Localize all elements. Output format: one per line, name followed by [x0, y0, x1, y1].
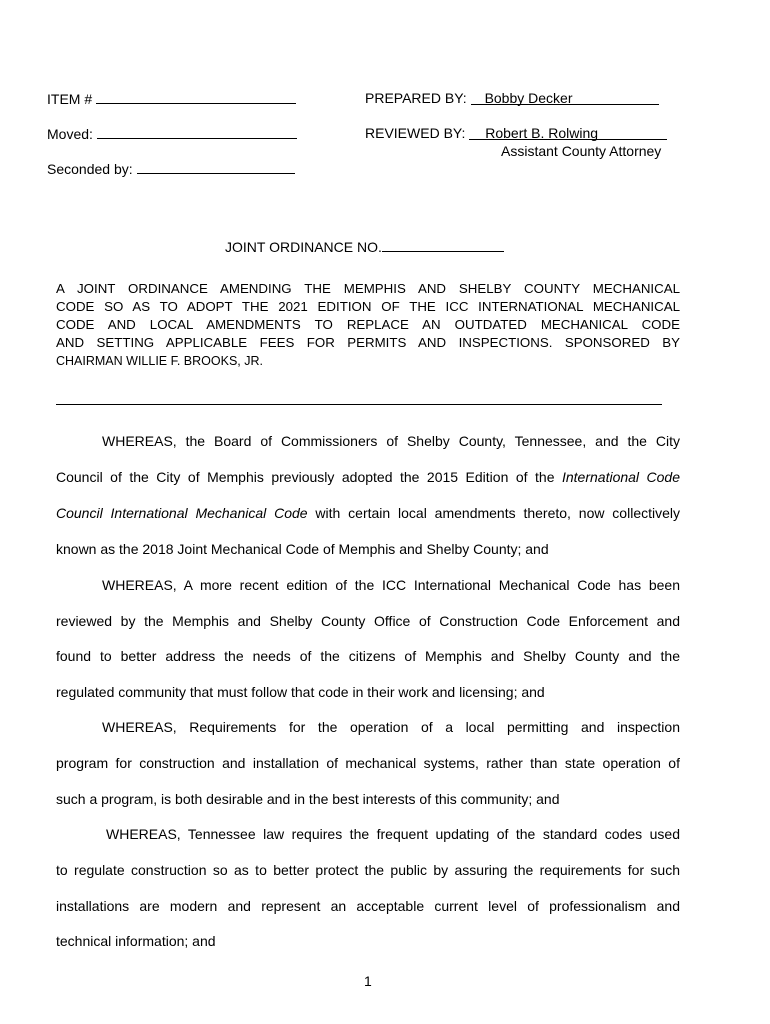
moved-label: Moved: [47, 126, 93, 142]
whereas-1-line-2-text: Council of the City of Memphis previously adopted the 2015 Edition of the [56, 469, 562, 485]
prepared-by-value-line [471, 90, 659, 105]
whereas-3-line-2: program for construction and installation of mechanical systems, rather than state operation of [56, 755, 680, 771]
whereas-4-line-3: installations are modern and represent an acceptable current level of professionalism and [56, 898, 680, 914]
reviewed-by-title: Assistant County Attorney [501, 143, 662, 159]
summary-line: CODE SO AS TO ADOPT THE 2021 EDITION OF THE ICC INTERNATIONAL MECHANICAL [56, 299, 680, 314]
summary-line: AND SETTING APPLICABLE FEES FOR PERMITS AND INSPECTIONS. SPONSORED BY [56, 335, 680, 350]
moved-field [47, 125, 297, 142]
ordinance-number-blank [382, 238, 504, 252]
ordinance-summary [56, 280, 680, 370]
whereas-4-line-4: technical information; and [56, 933, 216, 949]
reviewed-by-value: Robert B. Rolwing [485, 125, 599, 141]
reviewed-by-label: REVIEWED BY: [365, 125, 466, 141]
whereas-1-line-3-text: with certain local amendments thereto, now collectively [307, 505, 680, 521]
whereas-1-line-1: WHEREAS, the Board of Commissioners of Shelby County, Tennessee, and the City [102, 433, 680, 449]
ordinance-title-text: JOINT ORDINANCE NO. [225, 239, 382, 255]
whereas-1-line-4: known as the 2018 Joint Mechanical Code of Memphis and Shelby County; and [56, 541, 549, 557]
reviewed-by-value-line [469, 125, 667, 140]
item-number-blank [96, 90, 296, 104]
seconded-field [47, 160, 295, 177]
whereas-2-line-1: WHEREAS, A more recent edition of the ICC International Mechanical Code has been [102, 577, 680, 593]
whereas-1-line-3-italic: Council International Mechanical Code [56, 505, 308, 521]
item-number-field [47, 90, 296, 107]
summary-line: A JOINT ORDINANCE AMENDING THE MEMPHIS AND SHELBY COUNTY MECHANICAL [56, 281, 680, 296]
whereas-4-line-1: WHEREAS, Tennessee law requires the frequent updating of the standard codes used [106, 826, 680, 842]
whereas-2-line-3: found to better address the needs of the citizens of Memphis and Shelby County and the [56, 648, 680, 664]
separator-rule [56, 404, 662, 405]
ordinance-title [225, 238, 504, 255]
whereas-3-line-3: such a program, is both desirable and in the best interests of this community; and [56, 791, 560, 807]
summary-line: CODE AND LOCAL AMENDMENTS TO REPLACE AN OUTDATED MECHANICAL CODE [56, 317, 680, 332]
reviewed-by-field [365, 125, 667, 141]
whereas-2-line-4: regulated community that must follow that code in their work and licensing; and [56, 684, 545, 700]
moved-blank [97, 125, 297, 139]
whereas-2-line-2: reviewed by the Memphis and Shelby County Office of Construction Code Enforcement and [56, 613, 680, 629]
seconded-blank [137, 160, 295, 174]
summary-line: CHAIRMAN WILLIE F. BROOKS, JR. [56, 354, 263, 368]
page-number: 1 [364, 973, 372, 989]
whereas-3-line-1: WHEREAS, Requirements for the operation of a local permitting and inspection [102, 719, 680, 735]
prepared-by-value: Bobby Decker [484, 90, 573, 106]
whereas-1-line-3 [56, 505, 680, 521]
item-number-label: ITEM # [47, 91, 93, 107]
whereas-1-line-2 [56, 469, 680, 485]
whereas-4-line-2: to regulate construction so as to better protect the public by assuring the requirements for such [56, 862, 680, 878]
whereas-1-line-2-italic: International Code [561, 469, 680, 485]
seconded-label: Seconded by: [47, 161, 133, 177]
prepared-by-label: PREPARED BY: [365, 90, 467, 106]
prepared-by-field [365, 90, 659, 106]
